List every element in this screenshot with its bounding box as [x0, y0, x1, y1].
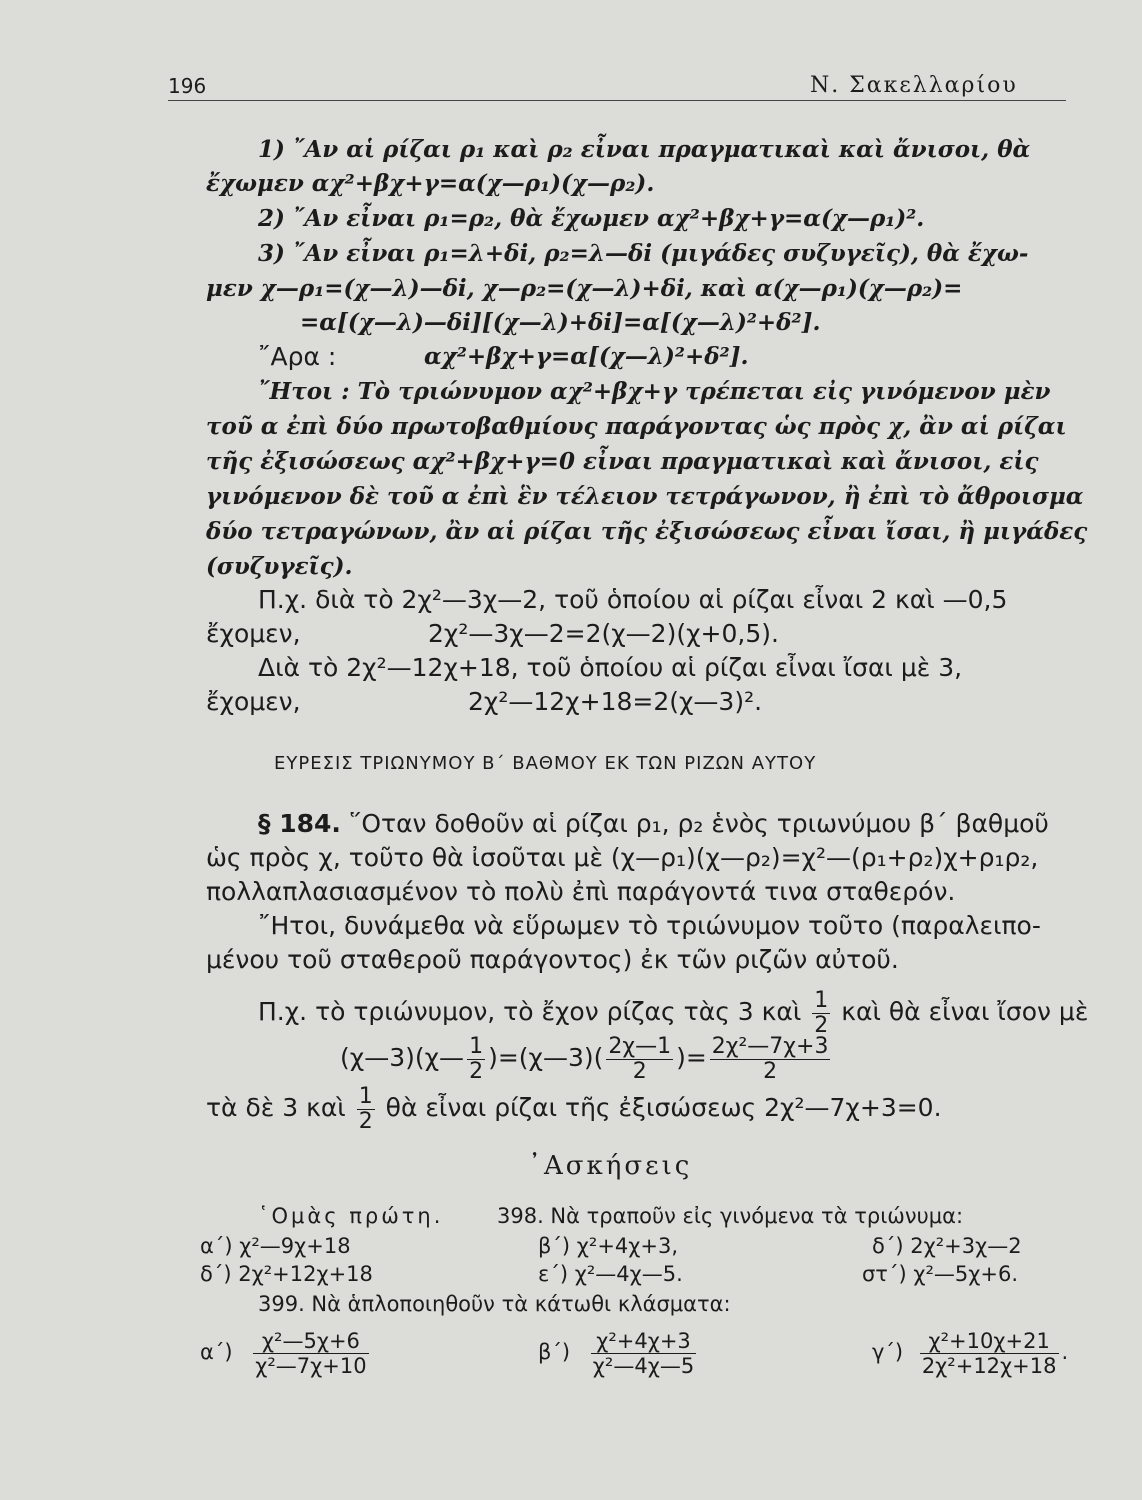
roots-half-denominator: 2 [358, 1108, 373, 1134]
conclusion-line-5: δύο τετραγώνων, ἂν αἱ ρίζαι τῆς ἐξισώσεως εἶναι ἴσαι, ἢ μιγάδες [206, 518, 1088, 545]
exercises-title: ᾿Ασκήσεις [528, 1151, 693, 1181]
roots-conclusion-text-a: τὰ δὲ 3 καὶ [206, 1093, 346, 1122]
exercise-399-a-label: α΄) [200, 1340, 233, 1364]
exercise-398-f: στ΄) χ²—5χ+6. [862, 1262, 1018, 1286]
para-184-line-2: ὡς πρὸς χ, τοῦτο θὰ ἰσοῦται μὲ (χ—ρ₁)(χ—ρ₂)=χ²—(ρ₁+ρ₂)χ+ρ₁ρ₂, [206, 843, 1039, 872]
eq-half-numerator: 1 [469, 1033, 484, 1059]
exercise-399-end-period: . [1061, 1340, 1069, 1364]
case-3-line-3: =α[(χ—λ)—δi][(χ—λ)+δi]=α[(χ—λ)²+δ²]. [300, 309, 821, 336]
header-rule [168, 100, 1066, 101]
para-number: § 184. [258, 809, 341, 838]
roots-half-fraction [357, 1085, 375, 1134]
case-2-line: 2) ῎Αν εἶναι ρ₁=ρ₂, θὰ ἔχωμεν αχ²+βχ+γ=α(χ—ρ₁)². [258, 205, 925, 232]
example-1-formula: 2χ²—3χ—2=2(χ—2)(χ+0,5). [428, 619, 779, 648]
half-denominator: 2 [814, 1012, 829, 1038]
exercise-group-label: ῾Ομὰς πρώτη. [258, 1204, 444, 1228]
exercise-399-c-label: γ΄) [872, 1340, 904, 1364]
exercise-398-b: β΄) χ²+4χ+3, [538, 1234, 679, 1258]
roots-conclusion-text-b: θὰ εἶναι ρίζαι τῆς ἐξισώσεως 2χ²—7χ+3=0. [385, 1093, 942, 1122]
ara-formula: αχ²+βχ+γ=α[(χ—λ)²+δ²]. [424, 343, 749, 370]
exercise-399-b-fraction [591, 1329, 696, 1378]
section-heading: ΕΥΡΕΣΙΣ ΤΡΙΩΝΥΜΟΥ Β΄ ΒΑΘΜΟΥ ΕΚ ΤΩΝ ΡΙΖΩΝ ΑΥΤΟΥ [274, 753, 817, 774]
ara-label: ῎Αρα : [258, 342, 337, 371]
roots-half-numerator: 1 [358, 1083, 373, 1109]
eq-fraction-2x-1-numerator: 2χ—1 [608, 1033, 672, 1059]
exercise-398-e: ε΄) χ²—4χ—5. [538, 1262, 683, 1286]
exercise-399-c-numerator: χ²+10χ+21 [928, 1328, 1050, 1353]
eq-fraction-2x-1 [606, 1035, 673, 1084]
case-3-line-2: μεν χ—ρ₁=(χ—λ)—δi, χ—ρ₂=(χ—λ)+δi, καὶ α(χ—ρ₁)(χ—ρ₂)= [206, 275, 963, 302]
conclusion-line-2: τοῦ α ἐπὶ δύο πρωτοβαθμίους παράγοντας ὡς πρὸς χ, ἂν αἱ ρίζαι [206, 413, 1067, 440]
example-1-line-1: Π.χ. διὰ τὸ 2χ²—3χ—2, τοῦ ὁποίου αἱ ρίζαι εἶναι 2 καὶ —0,5 [258, 585, 1008, 614]
exercise-399-b-label: β΄) [538, 1340, 571, 1364]
exercise-399-a-denominator: χ²—7χ+10 [255, 1353, 367, 1378]
equation-part-b: )=(χ—3)( [488, 1043, 604, 1072]
case-1-line-1: 1) ῎Αν αἱ ρίζαι ρ₁ καὶ ρ₂ εἶναι πραγματικαὶ καὶ ἄνισοι, θὰ [258, 136, 1031, 163]
exercise-399-b-denominator: χ²—4χ—5 [592, 1353, 695, 1378]
conclusion-line-1: ῎Ητοι : Τὸ τριώνυμον αχ²+βχ+γ τρέπεται εἰς γινόμενον μὲν [258, 378, 1051, 405]
equation-part-a: (χ—3)(χ— [340, 1043, 465, 1072]
exercise-398-d: δ΄) 2χ²+12χ+18 [200, 1262, 373, 1286]
eq-half-fraction [467, 1035, 485, 1084]
eq-half-denominator: 2 [469, 1058, 484, 1084]
factor-equation [340, 1030, 833, 1086]
case-3-line-1: 3) ῎Αν εἶναι ρ₁=λ+δi, ρ₂=λ—δi (μιγάδες συζυγεῖς), θὰ ἔχω- [258, 240, 1029, 267]
example-roots-text-a: Π.χ. τὸ τριώνυμον, τὸ ἔχον ρίζας τὰς 3 καὶ [258, 997, 802, 1026]
exercise-399-a-numerator: χ²—5χ+6 [261, 1328, 360, 1353]
eq-fraction-trinomial-denominator: 2 [710, 1059, 831, 1084]
para-2-line-1: ῎Ητοι, δυνάμεθα νὰ εὕρωμεν τὸ τριώνυμον τοῦτο (παραλειπο- [258, 911, 1041, 940]
conclusion-line-6: (συζυγεῖς). [206, 553, 353, 580]
eq-fraction-2x-1-denominator: 2 [606, 1059, 673, 1084]
exercise-399-b [538, 1324, 699, 1380]
case-1-line-2: ἔχωμεν αχ²+βχ+γ=α(χ—ρ₁)(χ—ρ₂). [206, 170, 655, 197]
exercise-398-a: α΄) χ²—9χ+18 [200, 1234, 351, 1258]
eq-fraction-trinomial-numerator: 2χ²—7χ+3 [711, 1033, 829, 1059]
roots-conclusion-line [206, 1082, 942, 1134]
example-2-formula: 2χ²—12χ+18=2(χ—3)². [468, 687, 763, 716]
exercise-399-a [200, 1324, 372, 1380]
example-1-label: ἔχομεν, [206, 619, 301, 648]
example-roots-text-b: καὶ θὰ εἶναι ἴσον μὲ [841, 997, 1089, 1026]
exercise-399-c-denominator: 2χ²+12χ+18 [921, 1353, 1057, 1378]
exercise-399-b-numerator: χ²+4χ+3 [596, 1328, 691, 1353]
half-numerator: 1 [814, 987, 829, 1013]
exercise-399-prompt: 399. Νὰ ἁπλοποιηθοῦν τὰ κάτωθι κλάσματα: [258, 1292, 731, 1316]
page-number: 196 [168, 74, 207, 98]
exercise-398-prompt: 398. Νὰ τραποῦν εἰς γινόμενα τὰ τριώνυμα: [497, 1204, 964, 1228]
running-title: Ν. Σακελλαρίου [810, 73, 1018, 98]
conclusion-line-4: γινόμενον δὲ τοῦ α ἐπὶ ἓν τέλειον τετράγωνον, ἢ ἐπὶ τὸ ἄθροισμα [206, 483, 1084, 510]
exercise-399-a-fraction [253, 1329, 368, 1378]
para-2-line-2: μένου τοῦ σταθεροῦ παράγοντος) ἐκ τῶν ριζῶν αὐτοῦ. [206, 945, 899, 974]
para-184-text: ῞Οταν δοθοῦν αἱ ρίζαι ρ₁, ρ₂ ἑνὸς τριωνύμου β΄ βαθμοῦ [348, 809, 1049, 838]
para-184-line-3: πολλαπλασιασμένον τὸ πολὺ ἐπὶ παράγοντά τινα σταθερόν. [206, 877, 956, 906]
exercise-399-c [872, 1324, 1068, 1380]
eq-fraction-trinomial [710, 1035, 831, 1084]
example-2-line-1: Διὰ τὸ 2χ²—12χ+18, τοῦ ὁποίου αἱ ρίζαι εἶναι ἴσαι μὲ 3, [258, 653, 963, 682]
equation-part-b-end: )= [676, 1043, 707, 1072]
conclusion-line-3: τῆς ἐξισώσεως αχ²+βχ+γ=0 εἶναι πραγματικαὶ καὶ ἄνισοι, εἰς [206, 448, 1039, 475]
para-184-line-1 [258, 808, 1049, 840]
exercise-399-c-fraction [920, 1329, 1059, 1378]
example-2-label: ἔχομεν, [206, 687, 301, 716]
exercise-398-c: δ΄) 2χ²+3χ—2 [872, 1234, 1022, 1258]
